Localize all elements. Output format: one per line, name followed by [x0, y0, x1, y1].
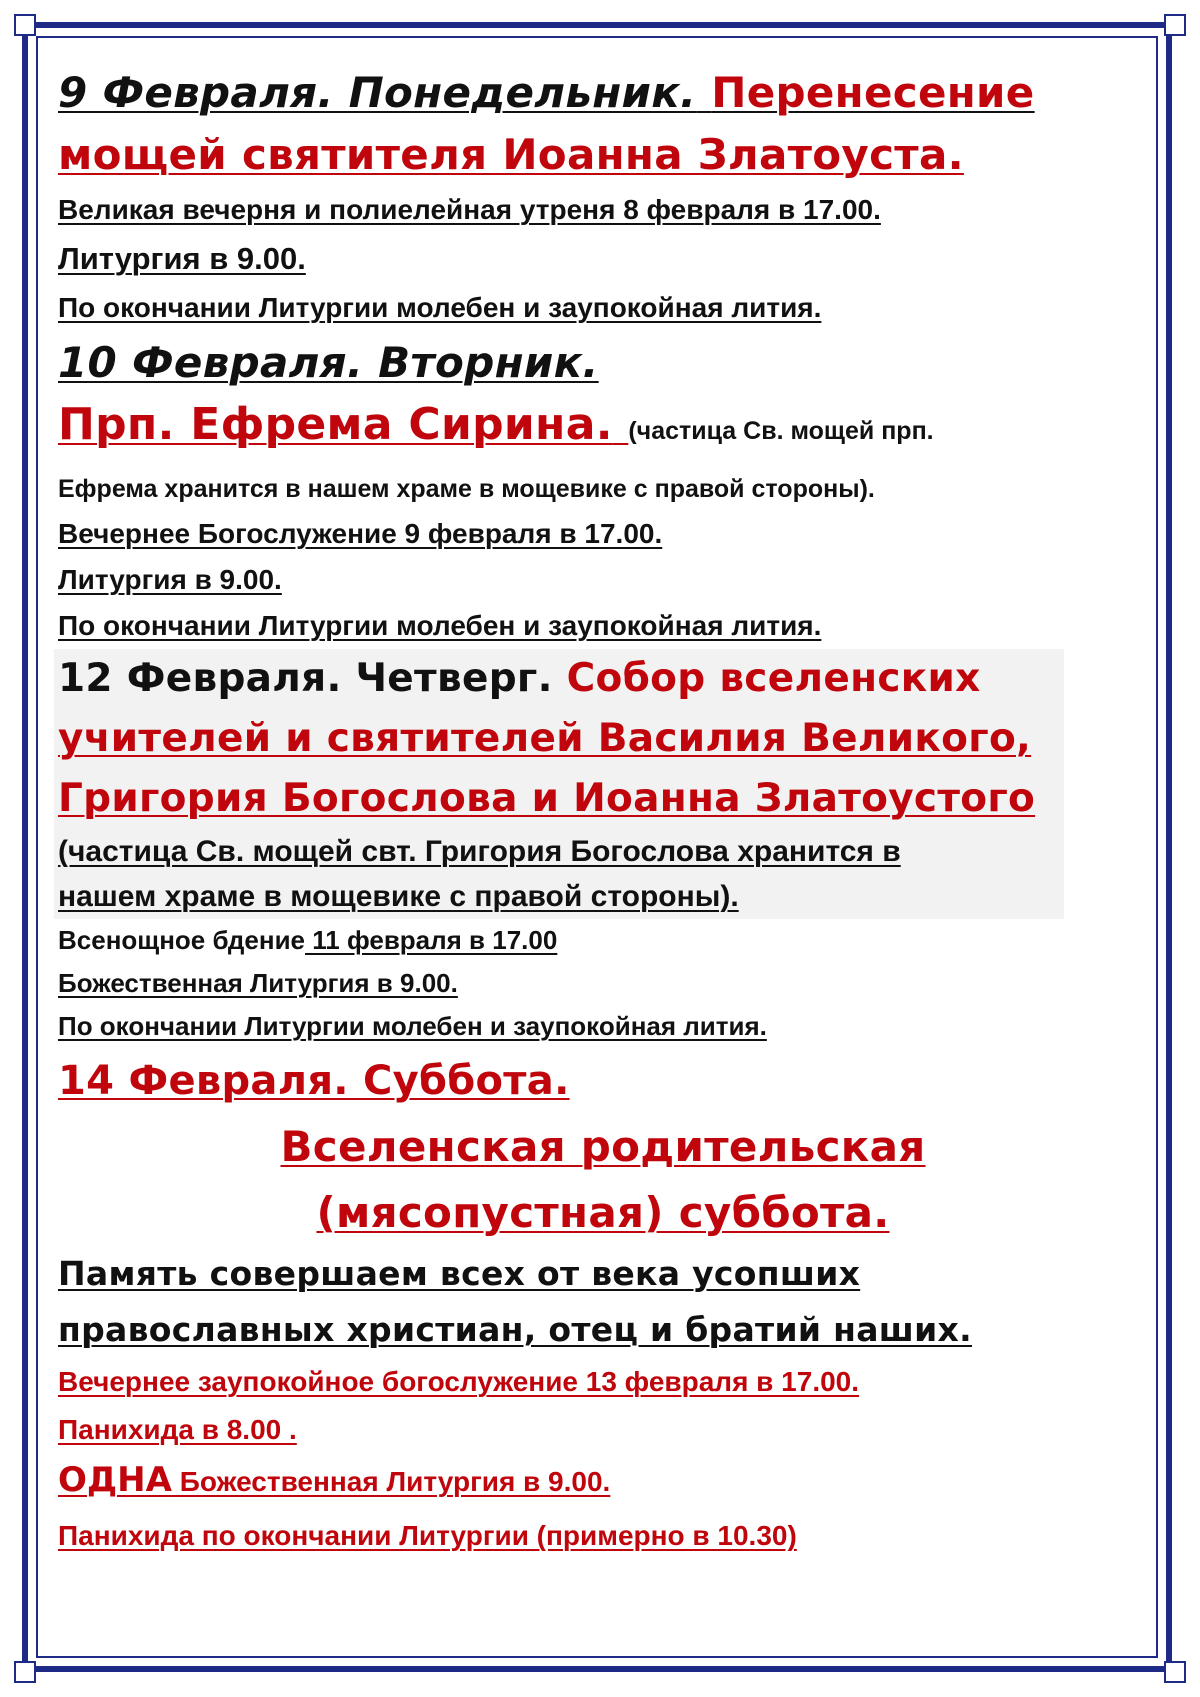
section-feb12: [58, 649, 1148, 1048]
schedule-content: [58, 62, 1148, 1560]
feb12-feast-part3: Григория Богослова и Иоанна Златоустого: [58, 776, 1036, 821]
feb14-service-line4: Панихида по окончании Литургии (примерно в 10.30): [58, 1520, 797, 1551]
feb12-note-part2: нашем храме в мощевике с правой стороны).: [58, 880, 739, 913]
feb14-single-emph: ОДНА: [58, 1460, 172, 1500]
feb9-date: 9 Февраля. Понедельник.: [58, 68, 697, 117]
feb12-highlight-block: [54, 649, 1064, 919]
feb12-feast-part1: Собор вселенских: [566, 656, 981, 701]
feb12-heading: [58, 649, 1064, 709]
section-feb10: [58, 332, 1148, 649]
feb14-memory-part1: Память совершаем всех от века усопших: [58, 1254, 861, 1293]
section-feb9: [58, 62, 1148, 332]
feb12-note-part1: (частица Св. мощей свт. Григория Богослова хранится в: [58, 835, 901, 868]
feb9-heading: [58, 62, 1148, 124]
feb14-date: 14 Февраля. Суббота.: [58, 1058, 570, 1104]
section-feb14: [58, 1048, 1148, 1560]
feb14-service-line1: Вечернее заупокойное богослужение 13 февраля в 17.00.: [58, 1366, 860, 1397]
corner-ornament: [1164, 1661, 1186, 1683]
corner-ornament: [14, 14, 36, 36]
feb10-feast: Прп. Ефрема Сирина.: [58, 399, 613, 450]
feb9-service-line2: Литургия в 9.00.: [58, 241, 306, 276]
feb9-feast-part2: мощей святителя Иоанна Златоуста.: [58, 130, 964, 179]
feb12-feast-part2: учителей и святителей Василия Великого,: [58, 716, 1032, 761]
feb10-note-part1: (частица Св. мощей прп.: [628, 417, 934, 445]
feb10-note-part2: Ефрема хранится в нашем храме в мощевике с правой стороны).: [58, 475, 875, 503]
corner-ornament: [1164, 14, 1186, 36]
feb12-date: 12 Февраля. Четверг.: [58, 656, 553, 701]
feb14-liturgy: Божественная Литургия в 9.00.: [171, 1466, 611, 1497]
feb14-feast-part1: Вселенская родительская: [280, 1122, 926, 1171]
feb10-service-line1: Вечернее Богослужение 9 февраля в 17.00.: [58, 518, 663, 549]
feb14-service-line2: Панихида в 8.00 .: [58, 1414, 297, 1445]
corner-ornament: [14, 1661, 36, 1683]
feb10-service-line3: По окончании Литургии молебен и заупокойная лития.: [58, 610, 822, 641]
feb14-feast-part2: (мясопустная) суббота.: [316, 1188, 890, 1237]
feb10-date: 10 Февраля. Вторник.: [58, 338, 599, 387]
feb14-service-line3: [58, 1454, 1148, 1512]
feb12-service-line2: Божественная Литургия в 9.00.: [58, 968, 458, 998]
feb9-service-line1: Великая вечерня и полиелейная утреня 8 февраля в 17.00.: [58, 194, 881, 225]
feb12-vigil-time: 11 февраля в 17.00: [305, 925, 558, 955]
feb9-service-line3: По окончании Литургии молебен и заупокойная лития.: [58, 292, 822, 323]
feb10-feast-line: [58, 394, 1148, 467]
feb12-service-line1: [58, 919, 1148, 962]
feb10-service-line2: Литургия в 9.00.: [58, 564, 282, 595]
feb9-feast-part1: Перенесение: [711, 68, 1035, 117]
feb12-service-line3: По окончании Литургии молебен и заупокойная лития.: [58, 1011, 767, 1041]
feb12-vigil-label: Всенощное бдение: [58, 925, 306, 955]
feb14-memory-part2: православных христиан, отец и братий наших.: [58, 1310, 972, 1349]
